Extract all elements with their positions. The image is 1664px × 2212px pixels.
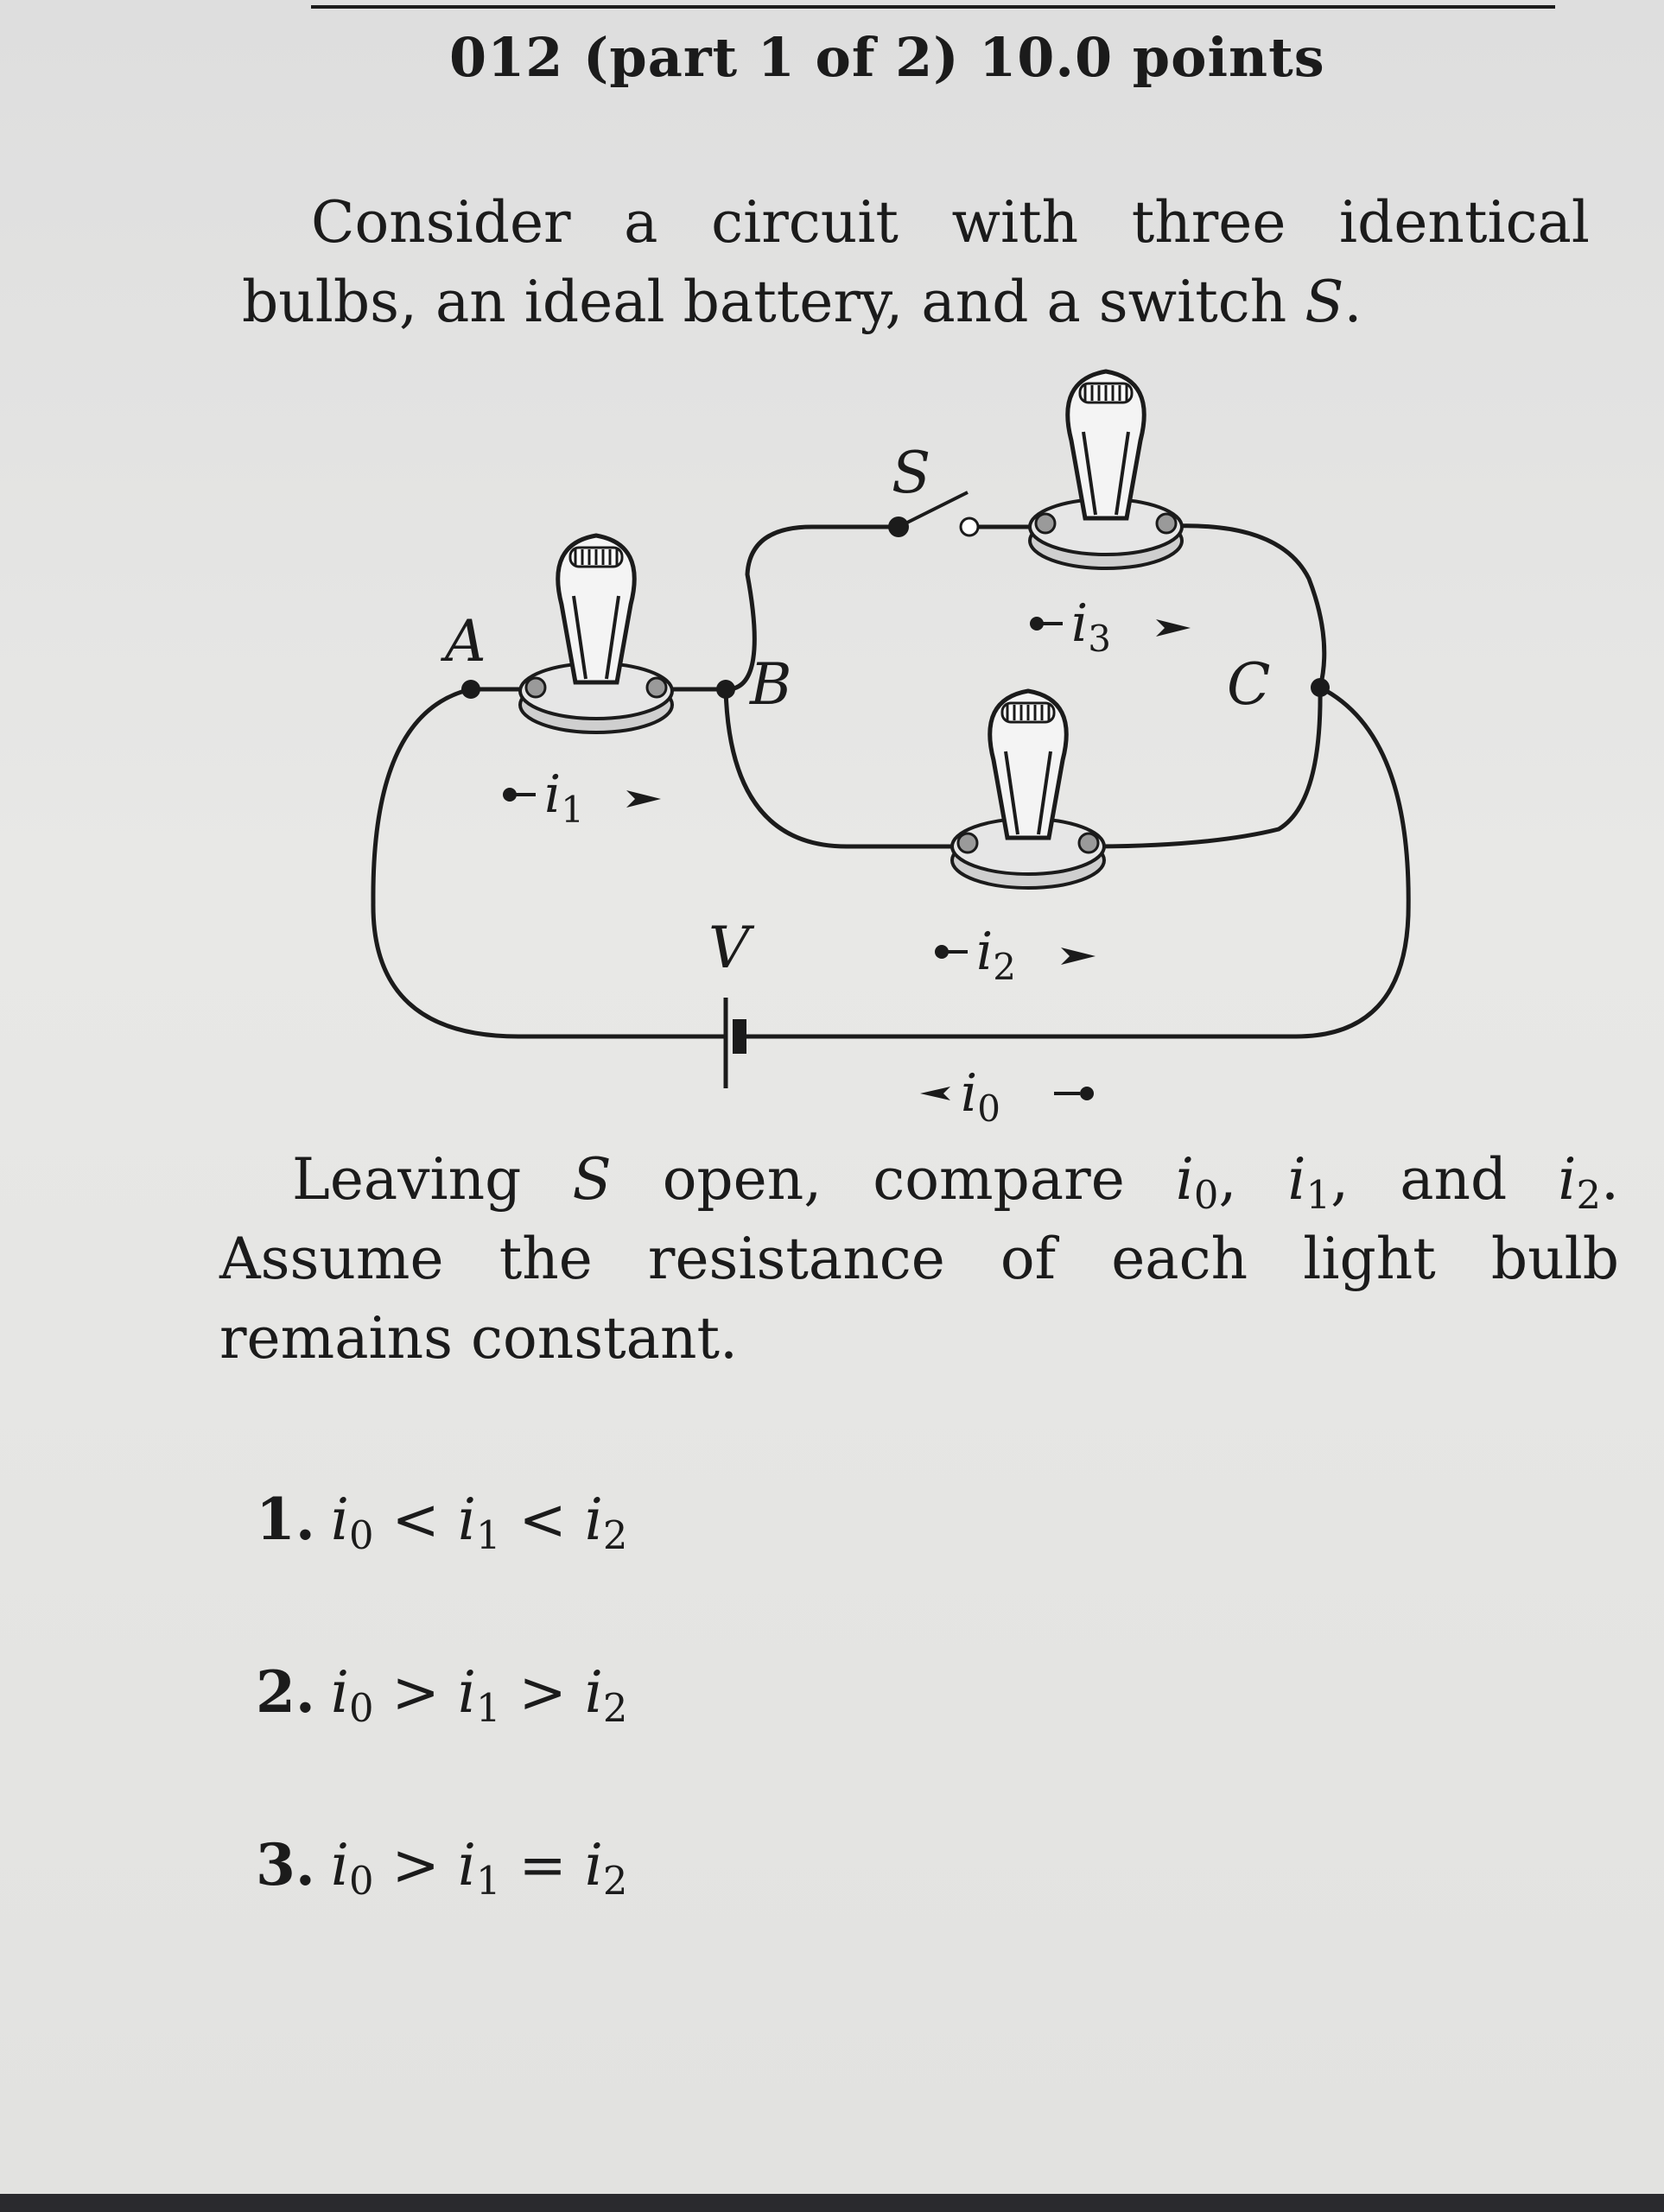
choice-op: > bbox=[500, 1659, 585, 1726]
choice-op: > bbox=[373, 1832, 458, 1898]
choice-var: i bbox=[457, 1832, 476, 1898]
choice-var: i bbox=[330, 1486, 350, 1553]
choice-sub: 1 bbox=[475, 1685, 501, 1732]
comma-and: , and bbox=[1331, 1146, 1559, 1213]
choice-sub: 0 bbox=[349, 1858, 374, 1905]
question-switch-var: S bbox=[572, 1146, 612, 1213]
bulb-2 bbox=[952, 691, 1104, 888]
node-a-dot bbox=[461, 680, 480, 699]
choice-var: i bbox=[584, 1832, 603, 1898]
choice-sub: 0 bbox=[349, 1512, 374, 1559]
choice-op: < bbox=[500, 1486, 585, 1553]
choice-op: > bbox=[373, 1659, 458, 1726]
svg-text:i3: $i_3$ bbox=[1071, 593, 1111, 660]
choice-2[interactable] bbox=[256, 1658, 628, 1732]
current-i3 bbox=[1030, 593, 1191, 660]
intro-text: Consider a circuit with three identical bulbs, an ideal battery, and a switch bbox=[242, 189, 1590, 335]
sub-2: 2 bbox=[1576, 1172, 1602, 1219]
svg-text:i2: $i_2$ bbox=[976, 922, 1016, 988]
question-paragraph bbox=[219, 1140, 1619, 1379]
label-b: B bbox=[750, 651, 792, 718]
choice-number: 3. bbox=[256, 1831, 315, 1898]
svg-text:i1: $i_1$ bbox=[544, 764, 584, 831]
node-b-dot bbox=[716, 680, 735, 699]
question-text-1: Leaving bbox=[292, 1146, 573, 1213]
intro-paragraph bbox=[242, 183, 1590, 342]
choice-var: i bbox=[584, 1486, 603, 1553]
var-i1: i bbox=[1287, 1146, 1306, 1213]
sub-1: 1 bbox=[1305, 1172, 1331, 1219]
question-text-2: open, compare bbox=[611, 1146, 1176, 1213]
node-c-dot bbox=[1311, 678, 1330, 697]
choice-op: < bbox=[373, 1486, 458, 1553]
top-rule bbox=[311, 5, 1555, 9]
sub-0: 0 bbox=[1193, 1172, 1219, 1219]
bulb-1 bbox=[520, 536, 672, 732]
circuit-diagram bbox=[363, 363, 1503, 1123]
choice-sub: 2 bbox=[602, 1512, 628, 1559]
var-i0: i bbox=[1175, 1146, 1194, 1213]
choice-op: = bbox=[500, 1832, 585, 1898]
choice-var: i bbox=[330, 1659, 350, 1726]
problem-header: 012 (part 1 of 2) 10.0 points bbox=[449, 26, 1325, 89]
switch-variable: S bbox=[1305, 269, 1344, 335]
comma-1: , bbox=[1218, 1146, 1288, 1213]
choice-var: i bbox=[457, 1659, 476, 1726]
current-i1 bbox=[503, 764, 661, 831]
label-c: C bbox=[1227, 651, 1271, 718]
bulb-3 bbox=[1030, 371, 1182, 568]
switch-contact bbox=[961, 518, 978, 536]
current-i0 bbox=[920, 1063, 1094, 1123]
svg-text:i0: $i_0$ bbox=[961, 1063, 1000, 1123]
choice-3[interactable] bbox=[256, 1831, 628, 1905]
label-v: V bbox=[708, 915, 750, 981]
choice-sub: 1 bbox=[475, 1512, 501, 1559]
switch-pivot bbox=[888, 517, 909, 537]
choice-var: i bbox=[584, 1659, 603, 1726]
choice-sub: 0 bbox=[349, 1685, 374, 1732]
current-i2 bbox=[935, 922, 1096, 988]
intro-period: . bbox=[1343, 269, 1362, 335]
question-text-3: . Assume the resistance of each light bulb remains constant. bbox=[219, 1146, 1619, 1372]
choice-number: 2. bbox=[256, 1658, 315, 1726]
choice-sub: 2 bbox=[602, 1858, 628, 1905]
label-s: S bbox=[892, 440, 931, 506]
choice-sub: 1 bbox=[475, 1858, 501, 1905]
label-a: A bbox=[445, 608, 486, 675]
var-i2: i bbox=[1558, 1146, 1577, 1213]
left-wire bbox=[373, 689, 726, 1036]
choice-number: 1. bbox=[256, 1486, 315, 1553]
battery-short-plate bbox=[733, 1019, 746, 1054]
screen-bottom-bezel bbox=[0, 2194, 1664, 2212]
choice-1[interactable] bbox=[256, 1486, 628, 1559]
choice-sub: 2 bbox=[602, 1685, 628, 1732]
choice-var: i bbox=[330, 1832, 350, 1898]
choice-var: i bbox=[457, 1486, 476, 1553]
